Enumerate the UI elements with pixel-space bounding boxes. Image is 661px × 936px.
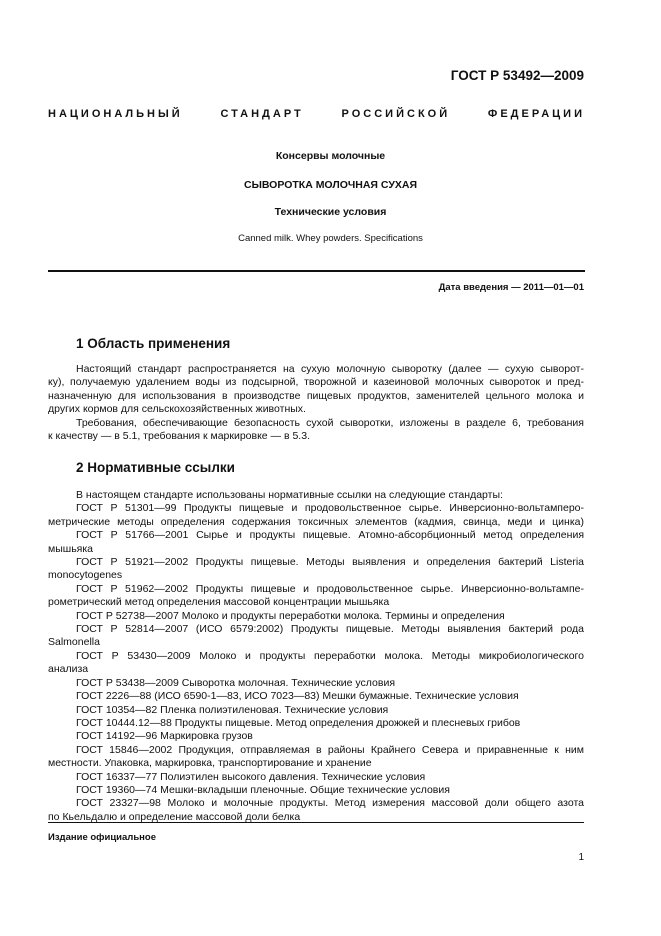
text-line: В настоящем стандарте использованы нормативные ссылки на следующие стандарты: [76,489,503,501]
reference-item: ГОСТ 10354—82 Пленка полиэтиленовая. Технические условия [76,703,389,716]
section-body [48,489,584,824]
text-line: ку), получаемую удалением воды из подсырной, творожной и казеиновой молочных сывороток и пред- [48,376,584,389]
footer-divider [48,822,584,823]
reference-item: местности. Упаковка, маркировка, транспортирование и хранение [48,757,372,770]
document-title: СЫВОРОТКА МОЛОЧНАЯ СУХАЯ [243,179,417,191]
reference-item: ГОСТ Р 53438—2009 Сыворотка молочная. Технические условия [76,676,396,689]
reference-item: ГОСТ Р 51962—2002 Продукты пищевые и продовольственное сырье. Инверсионно-вольтампе- [76,582,584,595]
reference-item: по Кьельдалю и определение массовой доли белка [48,810,301,823]
title-divider [48,270,585,272]
section-heading: 2 Нормативные ссылки [76,460,235,475]
reference-item: monocytogenes [48,569,123,582]
document-category: Консервы молочные [275,150,386,162]
text-line: других кормов для сельскохозяйственных животных. [48,403,306,416]
text-line: Настоящий стандарт распространяется на сухую молочную сыворотку (далее — сухую сыворот- [76,363,584,375]
text-line: к качеству — в 5.1, требования к маркировке — в 5.3. [48,430,310,443]
reference-item: анализа [48,663,89,676]
page-number: 1 [578,852,584,863]
english-title: Canned milk. Whey powders. Specifications [238,233,423,244]
section-body [48,363,584,443]
reference-item: ГОСТ Р 53430—2009 Молоко и продукты переработки молока. Методы микробиологического [76,649,584,662]
reference-item: ГОСТ 15846—2002 Продукция, отправляемая в районы Крайнего Севера и приравненные к ним [76,743,584,756]
edition-label: Издание официальное [48,832,156,843]
reference-item: метрические методы определения содержания токсичных элементов (кадмия, свинца, меди и цинка) [48,515,584,528]
reference-item: ГОСТ 19360—74 Мешки-вкладыши пленочные. Общие технические условия [76,783,450,796]
reference-item: ГОСТ 10444.12—88 Продукты пищевые. Метод определения дрожжей и плесневых грибов [76,716,521,729]
reference-item: ГОСТ 23327—98 Молоко и молочные продукты. Метод измерения массовой доли общего азота [76,797,584,810]
document-number: ГОСТ Р 53492—2009 [450,68,584,83]
reference-item: ГОСТ 2226—88 (ИСО 6590-1—83, ИСО 7023—83) Мешки бумажные. Технические условия [76,690,519,703]
section-heading: 1 Область применения [76,336,231,351]
introduction-date: Дата введения — 2011—01—01 [438,282,584,293]
reference-item: ГОСТ Р 52738—2007 Молоко и продукты переработки молока. Термины и определения [76,609,505,622]
text-line: назначенную для использования в производстве пищевых продуктов, заменителей цельного молока и [48,389,584,402]
reference-item: мышьяка [48,542,94,555]
reference-item: ГОСТ Р 52814—2007 (ИСО 6579:2002) Продукты пищевые. Методы выявления бактерий рода [76,623,584,636]
reference-item: ГОСТ Р 51766—2001 Сырье и продукты пищевые. Атомно-абсорбционный метод определения [76,529,584,542]
reference-item: Salmonella [48,636,100,649]
reference-item: ГОСТ 16337—77 Полиэтилен высокого давления. Технические условия [76,770,426,783]
reference-item: рометрический метод определения массовой концентрации мышьяка [48,596,390,609]
reference-item: ГОСТ Р 51921—2002 Продукты пищевые. Методы выявления и определения бактерий Listeria [76,556,584,569]
text-line: Требования, обеспечивающие безопасность сухой сыворотки, изложены в разделе 6, требования [76,416,584,429]
document-subtitle: Технические условия [274,206,387,218]
national-standard-banner: НАЦИОНАЛЬНЫЙ СТАНДАРТ РОССИЙСКОЙ ФЕДЕРАЦИИ [48,108,585,120]
reference-item: ГОСТ Р 51301—99 Продукты пищевые и продовольственное сырье. Инверсионно-вольтампеpo- [76,502,584,515]
reference-item: ГОСТ 14192—96 Маркировка грузов [76,730,253,743]
